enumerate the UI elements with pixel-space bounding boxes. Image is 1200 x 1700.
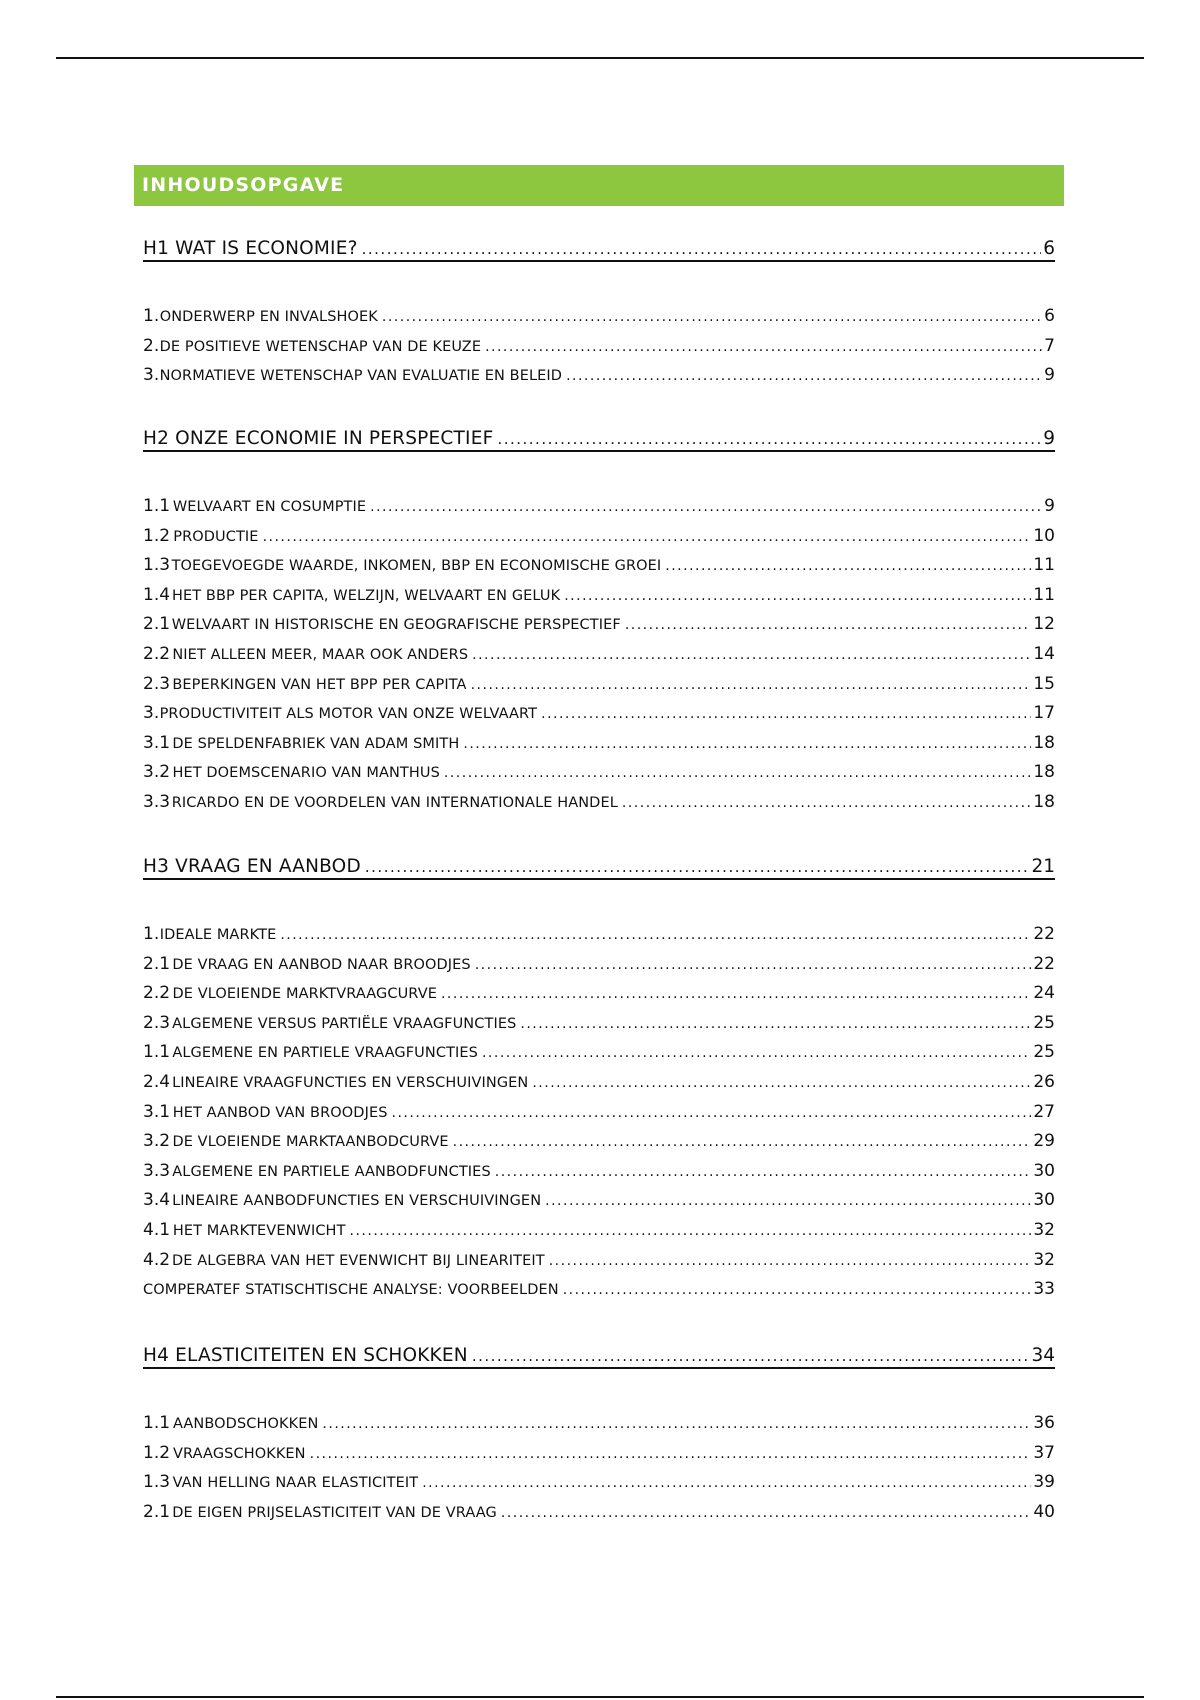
entry-label: WELVAART IN HISTORISCHE EN GEOGRAFISCHE PERSPECTIEF [171,617,621,634]
page-number: 10 [1033,525,1055,546]
toc-entry-row[interactable] [143,1413,1055,1433]
chapter-title: H1 WAT IS ECONOMIE? [143,238,358,259]
dot-leader [532,1075,1031,1091]
entry-label: DE VLOEIENDE MARKTAANBODCURVE [172,1134,449,1151]
entry-label: LINEAIRE AANBODFUNCTIES EN VERSCHUIVINGEN [172,1193,542,1210]
entry-label: ALGEMENE EN PARTIELE AANBODFUNCTIES [172,1163,491,1180]
toc-entry-row[interactable] [143,1190,1055,1210]
page-number: 11 [1033,555,1055,576]
page-number: 17 [1033,703,1055,724]
toc-entry-row[interactable] [143,1102,1055,1122]
entry-label: RICARDO EN DE VOORDELEN VAN INTERNATIONALE HANDEL [171,795,618,811]
entry-number: 3.2 [143,1131,171,1152]
page-number: 18 [1033,732,1055,753]
entry-number: 1. [143,306,160,326]
top-rule [56,57,1144,59]
page-number: 18 [1033,792,1055,812]
entry-number: 1.1 [143,1413,171,1433]
toc-entry-row[interactable] [143,614,1055,634]
dot-leader [495,1164,1032,1180]
dot-leader [497,430,1041,448]
dot-leader [564,588,1031,604]
entry-number: 3.2 [143,762,171,783]
dot-leader [472,1347,1030,1365]
entry-label: PRODUCTIE [173,528,259,545]
page-number: 22 [1033,953,1055,974]
toc-entry-row[interactable] [143,1072,1055,1092]
dot-leader [392,1105,1032,1121]
toc-entry-row[interactable] [143,1472,1055,1492]
toc-entry-row[interactable] [143,983,1055,1003]
page-number: 11 [1033,584,1055,605]
toc-entry-row[interactable] [143,1502,1055,1522]
page-number: 18 [1033,762,1055,783]
toc-entry-row[interactable] [143,555,1055,575]
entry-number: 3. [143,365,160,386]
page-number: 21 [1031,856,1055,877]
toc-entry-row[interactable] [143,644,1055,664]
entry-label: DE VRAAG EN AANBOD NAAR BROODJES [172,956,471,973]
dot-leader [322,1416,1031,1432]
page-number: 6 [1044,306,1055,326]
page-number: 9 [1043,428,1055,449]
entry-number: 1.3 [143,555,171,576]
entry-label: BEPERKINGEN VAN HET BPP PER CAPITA [172,676,467,693]
entry-number: 2.2 [143,983,171,1004]
page-number: 9 [1044,365,1055,386]
page-number: 39 [1033,1472,1055,1493]
toc-entry-row[interactable] [143,336,1055,356]
toc-entry-row[interactable] [143,365,1055,385]
entry-label: HET MARKTEVENWICHT [172,1223,346,1239]
dot-leader [441,986,1031,1002]
dot-leader [382,309,1042,325]
page-number: 9 [1044,496,1055,516]
page-number: 30 [1033,1160,1055,1181]
toc-entry-row[interactable] [143,526,1055,546]
toc-entry-row[interactable] [143,1279,1055,1299]
toc-entry-row[interactable] [143,1220,1055,1240]
entry-label: NORMATIEVE WETENSCHAP VAN EVALUATIE EN BELEID [159,368,563,385]
dot-leader [365,858,1030,876]
dot-leader [665,558,1031,574]
dot-leader [485,339,1042,355]
entry-label: DE SPELDENFABRIEK VAN ADAM SMITH [172,735,460,752]
entry-number: 3.4 [143,1190,171,1211]
entry-label: HET BBP PER CAPITA, WELZIJN, WELVAART EN GELUK [171,587,561,604]
dot-leader [362,240,1042,258]
bottom-rule [56,1696,1144,1698]
page-number: 15 [1033,673,1055,694]
toc-entry-row[interactable] [143,733,1055,753]
chapter-title: H4 ELASTICITEITEN EN SCHOKKEN [143,1345,468,1366]
page-number: 36 [1033,1413,1055,1433]
entry-number: 4.2 [143,1249,171,1270]
entry-label: NIET ALLEEN MEER, MAAR OOK ANDERS [172,647,469,663]
entry-number: 1.2 [143,525,171,546]
toc-entry-row[interactable] [143,674,1055,694]
dot-leader [482,1045,1031,1061]
entry-label: VRAAGSCHOKKEN [173,1445,306,1462]
entry-number: 2.3 [143,1012,171,1033]
entry-number: 1. [143,924,160,944]
page-number: 37 [1033,1442,1055,1463]
page-number: 34 [1031,1345,1055,1366]
dot-leader [475,957,1032,973]
toc-header: INHOUDSOPGAVE [134,165,1064,206]
toc-chapter-row[interactable] [143,428,1055,452]
entry-number: 3.3 [143,792,171,812]
entry-number: 2.3 [143,673,171,694]
dot-leader [563,1282,1032,1298]
toc-chapter-row[interactable] [143,238,1055,262]
entry-number: 3.1 [143,1101,171,1122]
page-number: 27 [1033,1101,1055,1122]
page-number: 26 [1033,1072,1055,1092]
dot-leader [541,706,1031,722]
dot-leader [310,1446,1032,1462]
entry-number: 2.4 [143,1072,171,1092]
page-number: 6 [1043,238,1055,259]
toc-entry-row[interactable] [143,703,1055,723]
dot-leader [280,927,1031,943]
entry-number: 3.1 [143,732,171,753]
entry-label: ALGEMENE VERSUS PARTIËLE VRAAGFUNCTIES [172,1015,517,1032]
entry-number: 3.3 [143,1160,171,1181]
entry-number: 2. [143,335,160,356]
dot-leader [444,765,1031,781]
dot-leader [566,368,1042,384]
entry-label: ALGEMENE EN PARTIELE VRAAGFUNCTIES [172,1045,478,1062]
toc-entry-row[interactable] [143,1013,1055,1033]
toc-entry-row[interactable] [143,1042,1055,1062]
toc-entry-row[interactable] [143,1250,1055,1270]
toc-entry-row[interactable] [143,496,1055,516]
toc-entry-row[interactable] [143,924,1055,944]
entry-number: 1.3 [143,1472,171,1493]
toc-entry-row[interactable] [143,792,1055,812]
page-number: 25 [1033,1012,1055,1033]
dot-leader [453,1134,1032,1150]
entry-label: ONDERWERP EN INVALSHOEK [159,309,378,325]
entry-number: 2.1 [143,1501,171,1522]
dot-leader [545,1193,1031,1209]
entry-number: 3. [143,703,160,724]
entry-label: DE VLOEIENDE MARKTVRAAGCURVE [172,986,437,1003]
page-number: 40 [1033,1501,1055,1522]
entry-number: 2.1 [143,953,171,974]
entry-label: WELVAART EN COSUMPTIE [172,499,367,515]
entry-number: 1.4 [143,584,171,605]
page-number: 12 [1033,614,1055,635]
toc-entry-row[interactable] [143,762,1055,782]
entry-label: TOEGEVOEGDE WAARDE, INKOMEN, BBP EN ECONOMISCHE GROEI [171,558,662,575]
page-number: 33 [1033,1279,1055,1300]
entry-label: COMPERATEF STATISCHTISCHE ANALYSE: VOORBEELDEN [143,1282,559,1299]
dot-leader [501,1505,1031,1521]
entry-label: DE EIGEN PRIJSELASTICITEIT VAN DE VRAAG [172,1504,497,1521]
page-number: 29 [1033,1131,1055,1152]
toc-entry-row[interactable] [143,954,1055,974]
entry-number: 4.1 [143,1220,171,1240]
entry-label: PRODUCTIVITEIT ALS MOTOR VAN ONZE WELVAART [159,706,538,723]
page-number: 30 [1033,1190,1055,1211]
entry-label: HET DOEMSCENARIO VAN MANTHUS [172,765,440,782]
page-number: 14 [1033,644,1055,664]
dot-leader [471,677,1032,693]
dot-leader [370,499,1042,515]
toc-chapter-row[interactable] [143,856,1055,880]
page-number: 24 [1033,983,1055,1004]
entry-label: VAN HELLING NAAR ELASTICITEIT [172,1475,419,1492]
entry-label: HET AANBOD VAN BROODJES [172,1104,388,1121]
dot-leader [263,529,1032,545]
dot-leader [549,1253,1032,1269]
toc-chapter-row[interactable] [143,1345,1055,1369]
entry-number: 2.2 [143,644,171,664]
toc-entry-row[interactable] [143,1131,1055,1151]
page-number: 32 [1033,1249,1055,1270]
toc-entry-row[interactable] [143,585,1055,605]
entry-label: DE POSITIEVE WETENSCHAP VAN DE KEUZE [159,338,482,355]
page-number: 7 [1044,335,1055,356]
toc-entry-row[interactable] [143,1443,1055,1463]
page-number: 25 [1033,1042,1055,1063]
entry-number: 1.2 [143,1442,171,1463]
toc-entry-row[interactable] [143,306,1055,326]
page-number: 22 [1033,924,1055,944]
dot-leader [520,1016,1031,1032]
chapter-title: H2 ONZE ECONOMIE IN PERSPECTIEF [143,428,494,449]
dot-leader [350,1223,1032,1239]
dot-leader [422,1475,1031,1491]
chapter-title: H3 VRAAG EN AANBOD [143,856,361,877]
entry-number: 2.1 [143,614,171,635]
page-number: 32 [1033,1220,1055,1240]
dot-leader [463,736,1031,752]
entry-label: DE ALGEBRA VAN HET EVENWICHT BIJ LINEARITEIT [172,1252,545,1269]
entry-label: IDEALE MARKTE [159,927,277,943]
toc-entry-row[interactable] [143,1161,1055,1181]
entry-label: AANBODSCHOKKEN [172,1416,319,1432]
dot-leader [622,795,1031,811]
dot-leader [625,617,1032,633]
entry-label: LINEAIRE VRAAGFUNCTIES EN VERSCHUIVINGEN [172,1075,529,1091]
entry-number: 1.1 [143,496,171,516]
dot-leader [472,647,1031,663]
entry-number: 1.1 [143,1042,171,1063]
